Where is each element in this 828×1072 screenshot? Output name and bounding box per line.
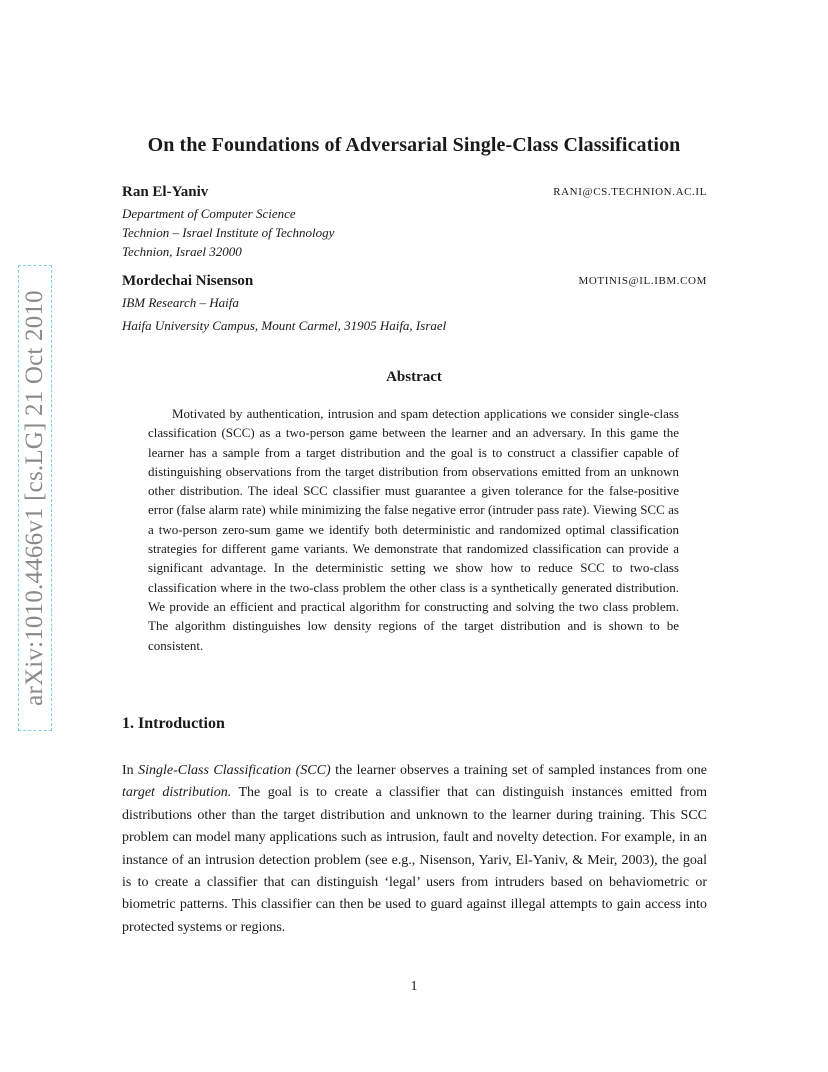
page-number: 1 [410, 979, 418, 994]
abstract-paragraph: Motivated by authentication, intrusion and spam detection applications we consider single-class classification (SCC) as a two-person game between the learner and an adversary. In this game the learner has a sample from a target distribution and the goal is to construct a classifier capable of distinguishing observations from the target distribution from observations emitted from an unknown other distribution. The ideal SCC classifier must guarantee a given tolerance for the false-positive error (false alarm rate) while minimizing the false negative error (intruder pass rate). Viewing SCC as a two-person zero-sum game we identify both deterministic and randomized optimal classification strategies for different game variants. We demonstrate that randomized classification can provide a significant advantage. In the deterministic setting we show how to reduce SCC to two-class classification where in the two-class problem the other class is a synthetically generated distribution. We provide an efficient and practical algorithm for constructing and solving the two class problem. The algorithm distinguishes low density regions of the target distribution and is shown to be consistent. [148, 406, 679, 653]
author-email: MOTINIS@IL.IBM.COM [578, 275, 707, 287]
author-affiliation-line: Department of Computer Science [122, 206, 296, 221]
arxiv-stamp [18, 265, 52, 731]
text-run: The goal is to create a classifier that can distinguish instances emitted from distributions other than the target distribution and unknown to the learner during training. This SCC problem can model many applications such as intrusion, fault and novelty detection. For example, in an instance of an intrusion detection problem (see e.g., Nisenson, Yariv, El-Yaniv, & Meir, 2003), the goal is to create a classifier that can distinguish ‘legal’ users from intruders based on behaviometric or biometric patterns. This classifier can then be used to guard against illegal attempts to gain access into protected systems or regions. [122, 785, 707, 935]
abstract-heading: Abstract [386, 369, 442, 385]
author-affiliation-line: Haifa University Campus, Mount Carmel, 31905 Haifa, Israel [122, 318, 447, 333]
arxiv-identifier: arXiv:1010.4466v1 [cs.LG] 21 Oct 2010 [21, 290, 48, 706]
italic-term: target distribution. [122, 785, 232, 801]
author-affiliation-line: Technion, Israel 32000 [122, 244, 242, 259]
author-name: Mordechai Nisenson [122, 273, 254, 289]
text-run: the learner observes a training set of sampled instances from one [330, 763, 707, 778]
introduction-text [122, 760, 707, 939]
author-affiliation-line: IBM Research – Haifa [122, 295, 239, 310]
author-block-2 [122, 273, 707, 293]
author-email: RANI@CS.TECHNION.AC.IL [553, 186, 707, 198]
author-name: Ran El-Yaniv [122, 184, 209, 200]
author-block-1 [122, 184, 707, 204]
italic-term: Single-Class Classification (SCC) [138, 763, 331, 778]
introduction-paragraph [122, 760, 707, 939]
section-heading-introduction: 1. Introduction [122, 715, 225, 732]
text-run: In [122, 763, 139, 778]
paper-title: On the Foundations of Adversarial Single-Class Classification [147, 134, 681, 156]
abstract-text [148, 404, 679, 655]
author-affiliation-line: Technion – Israel Institute of Technology [122, 225, 335, 240]
